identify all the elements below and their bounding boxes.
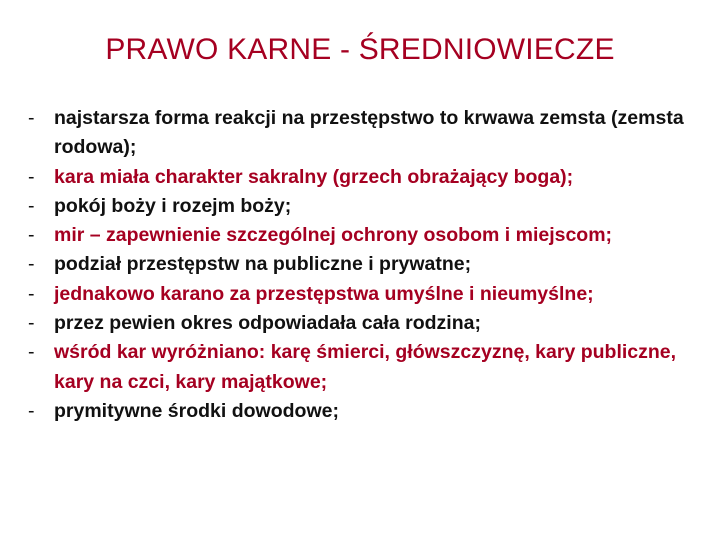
bullet-marker: - bbox=[28, 165, 35, 188]
bullet-list bbox=[28, 104, 708, 426]
bullet-item bbox=[28, 309, 708, 338]
bullet-text: jednakowo karano za przestępstwa umyślne i nieumyślne; bbox=[54, 282, 594, 305]
bullet-marker: - bbox=[28, 253, 35, 276]
bullet-text: kara miała charakter sakralny (grzech obrażający boga); bbox=[54, 165, 574, 188]
bullet-text: prymitywne środki dowodowe; bbox=[54, 399, 339, 422]
bullet-item bbox=[28, 397, 708, 426]
bullet-item bbox=[28, 192, 708, 221]
bullet-marker: - bbox=[28, 224, 35, 247]
bullet-text: mir – zapewnienie szczególnej ochrony osobom i miejscom; bbox=[54, 224, 613, 247]
bullet-marker: - bbox=[28, 341, 35, 364]
bullet-text: najstarsza forma reakcji na przestępstwo to krwawa zemsta (zemsta rodowa); bbox=[54, 107, 684, 159]
bullet-marker: - bbox=[28, 194, 35, 217]
bullet-item bbox=[28, 221, 708, 250]
bullet-item bbox=[28, 280, 708, 309]
bullet-text: pokój boży i rozejm boży; bbox=[54, 194, 292, 217]
bullet-item bbox=[28, 104, 708, 163]
bullet-marker: - bbox=[28, 312, 35, 335]
bullet-marker: - bbox=[28, 399, 35, 422]
bullet-item bbox=[28, 163, 708, 192]
bullet-item bbox=[28, 250, 708, 279]
bullet-marker: - bbox=[28, 107, 35, 129]
slide-title: PRAWO KARNE - ŚREDNIOWIECZE bbox=[105, 33, 615, 66]
bullet-marker: - bbox=[28, 282, 35, 305]
bullet-text: podział przestępstw na publiczne i prywatne; bbox=[54, 253, 472, 276]
bullet-text: wśród kar wyróżniano: karę śmierci, główszczyznę, kary publiczne, kary na czci, kary majątkowe; bbox=[54, 341, 677, 393]
bullet-text: przez pewien okres odpowiadała cała rodzina; bbox=[54, 312, 481, 335]
bullet-item bbox=[28, 338, 708, 397]
